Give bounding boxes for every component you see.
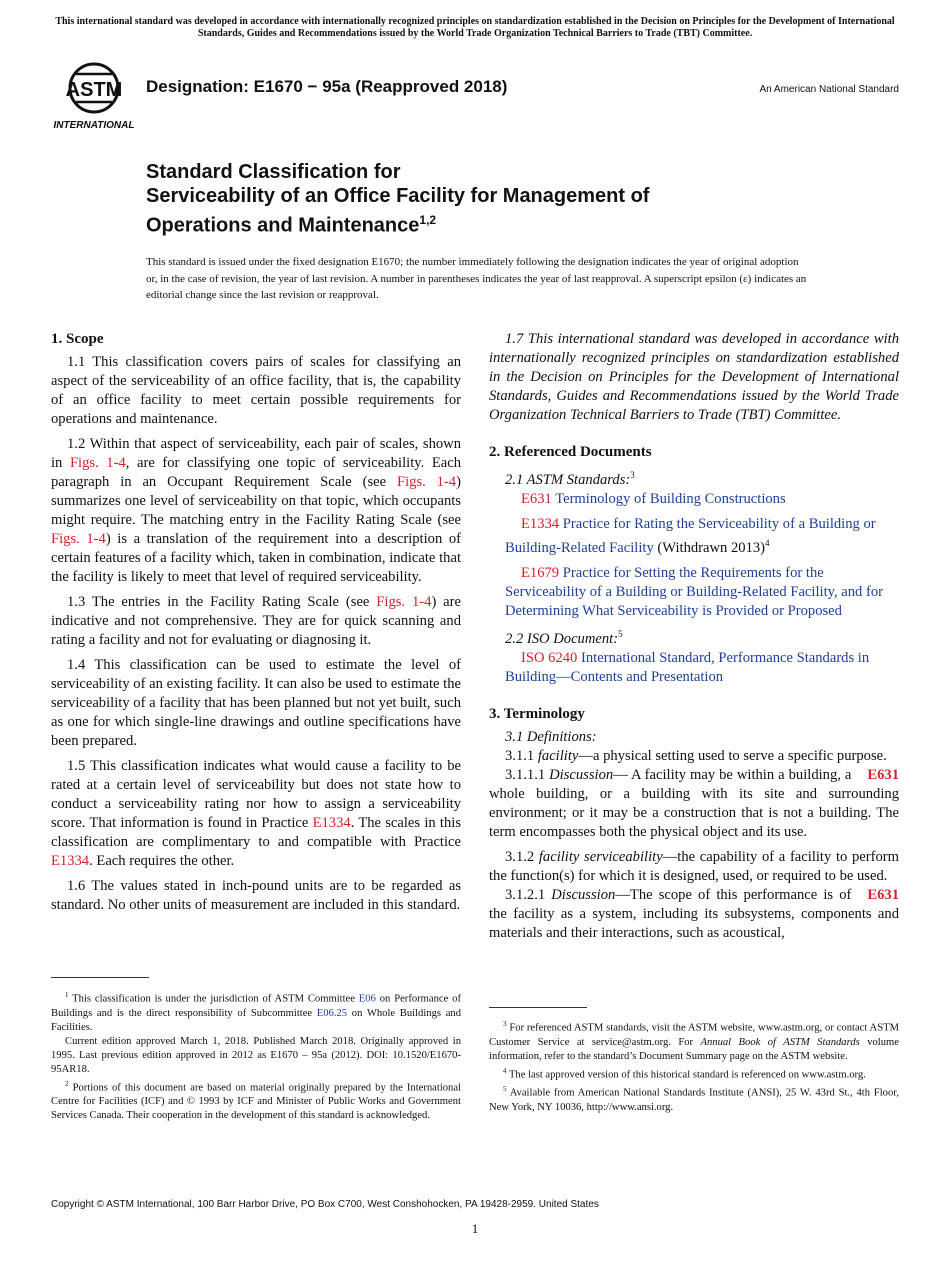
- footnote-rule-right: [489, 1007, 587, 1008]
- astm-logo: [52, 56, 136, 132]
- top-notice: This international standard was developed in accordance with internationally recognized principles on standardization established in the Decision on Principles for the Development of International Standards, Guides and Recommendations issued by the World Trade Organization Technical Barriers to Trade (TBT) Committee.: [55, 16, 895, 39]
- section-1-heading: 1. Scope: [51, 331, 104, 347]
- issued-note: This standard is issued under the fixed designation E1670; the number immediately following the designation indicates the year of original adoption or, in the case of revision, the year of last revision. A number in parentheses indicates the year of last reapproval. A superscript epsilon (ε) indicates an editorial change since the last revision or reapproval.: [146, 256, 807, 301]
- e06-link[interactable]: E06: [358, 993, 376, 1005]
- figs-link[interactable]: Figs. 1-4: [69, 455, 126, 471]
- e1334-link[interactable]: E1334: [312, 815, 351, 831]
- copyright-footer: Copyright © ASTM International, 100 Barr Harbor Drive, PO Box C700, West Conshohocken, PA 19428-2959. United States: [51, 1199, 599, 1210]
- title-footnote-ref[interactable]: 1,2: [419, 213, 437, 227]
- e0625-link[interactable]: E06.25: [316, 1007, 348, 1019]
- para-1-2: 1.2 Within that aspect of serviceability, each pair of scales, shown in Figs. 1-4, are for classifying one topic of serviceability. Each paragraph in an Occupant Requirement Scale (see Figs. 1-4) summarizes one level of serviceability on that topic, which occupants might require. The matching entry in the Facility Rating Scale (see Figs. 1-4) is a translation of the requirement into a description of certain features of a facility which, taken in combination, indicate that the facility is likely to meet that level of required serviceability.: [51, 436, 461, 585]
- footnote-rule-left: [51, 977, 149, 978]
- ref-e631[interactable]: E631 Terminology of Building Constructions: [521, 490, 786, 507]
- logo-letters: ASTM: [65, 79, 123, 101]
- right-column: [489, 330, 899, 949]
- para-1-6: 1.6 The values stated in inch-pound units are to be regarded as standard. No other units of measurement are included in this standard.: [51, 878, 461, 913]
- e1334-link[interactable]: E1334: [51, 853, 90, 869]
- definitions-label: 3.1 Definitions:: [505, 728, 597, 745]
- footnotes-left: [51, 988, 461, 1123]
- figs-link[interactable]: Figs. 1-4: [376, 594, 432, 610]
- footnote-2: $^2$ Portions of this document are based on material originally prepared by the International Centre for Facilities (ICF) and © 1993 by ICF and Minister of Public Works and Government Services Canada. Their cooperation in the development of this standard is acknowledged.: [51, 1079, 461, 1122]
- footnote-4: $^4$ The last approved version of this historical standard is referenced on www.astm.org.: [503, 1066, 866, 1081]
- para-1-7: 1.7 This international standard was developed in accordance with internationally recognized principles on standardization established in the Decision on Principles for the Development of International Standards, Guides and Recommendations issued by the World Trade Organization Technical Barriers to Trade (TBT) Committee.: [489, 331, 899, 423]
- ref-e1334[interactable]: E1334 Practice for Rating the Serviceability of a Building or Building-Related Facility (Withdrawn 2013)$^4$: [505, 515, 876, 556]
- section-2-heading: 2. Referenced Documents: [489, 444, 652, 460]
- def-facility-serviceability: 3.1.2 facility serviceability—the capability of a facility to perform the function(s) for which it is designed, used, or required to be used. E631: [489, 848, 899, 903]
- para-1-1: 1.1 This classification covers pairs of scales for classifying an aspect of the serviceability of an office facility, that is, the capability of an office facility to meet certain possible requirements for operations and maintenance.: [51, 354, 461, 427]
- footnotes-right: [489, 1017, 899, 1115]
- footnote-1-edition: Current edition approved March 1, 2018. Published March 2018. Originally approved in 1995. Last previous edition approved in 2012 as E1670 – 95a (2012). DOI: 10.1520/E1670-95AR18.: [51, 1035, 461, 1075]
- astm-standards-label: 2.1 ASTM Standards:$^3$: [505, 470, 635, 488]
- e631-source[interactable]: E631: [867, 766, 899, 783]
- iso-document-label: 2.2 ISO Document:$^5$: [505, 628, 623, 647]
- footnote-1: $^1$ This classification is under the jurisdiction of ASTM Committee E06 on Performance of Buildings and is the direct responsibility of Subcommittee E06.25 on Whole Buildings and Facilities.: [51, 991, 461, 1033]
- figs-link[interactable]: Figs. 1-4: [51, 531, 106, 547]
- def-facility: 3.1.1 facility—a physical setting used to serve a specific purpose. E631: [505, 747, 899, 783]
- e631-source[interactable]: E631: [867, 886, 899, 903]
- def-facility-discussion: 3.1.1.1 Discussion— A facility may be within a building, a whole building, or a building with its site and surrounding environment; or it may be a construction that is not a building. The term encompasses both the physical object and its use.: [489, 766, 899, 840]
- para-1-3: 1.3 The entries in the Facility Rating Scale (see Figs. 1-4) are indicative and not comprehensive. They are for quick scanning and rating a facility and not for evaluating or diagnosing it.: [51, 594, 461, 648]
- para-1-4: 1.4 This classification can be used to estimate the level of serviceability of an existing facility. It can also be used to estimate the serviceability of a facility that has been planned but not yet built, such as one for which single-line drawings and outline specifications have been prepared.: [51, 657, 461, 749]
- title-line-1: Standard Classification for: [146, 161, 401, 183]
- designation: Designation: E1670 − 95a (Reapproved 2018): [146, 77, 508, 96]
- section-3-heading: 3. Terminology: [489, 705, 585, 722]
- footnote-5: $^5$ Available from American National Standards Institute (ANSI), 25 W. 43rd St., 4th Floor, New York, NY 10036, http://www.ansi.org.: [489, 1085, 899, 1113]
- title-line-2: Serviceability of an Office Facility for Management of: [146, 185, 650, 207]
- left-column: [51, 330, 461, 921]
- logo-word: INTERNATIONAL: [53, 120, 135, 131]
- title-line-3: Operations and Maintenance$^{1,2}$: [146, 213, 437, 237]
- def-serviceability-discussion: 3.1.2.1 Discussion—The scope of this performance is of the facility as a system, including its subsystems, components and materials and their interactions, such as acoustical,: [489, 886, 899, 941]
- para-1-5: 1.5 This classification indicates what would cause a facility to be rated at a certain level of serviceability but does not state how to conduct a serviceability rating nor how to assign a serviceability score. That information is found in Practice E1334. The scales in this classification are complimentary to and compatible with Practice E1334. Each requires the other.: [51, 758, 461, 869]
- ref-e1679[interactable]: E1679 Practice for Setting the Requirements for the Serviceability of a Building or Building-Related Facility, and for Determining What Serviceability is Provided or Proposed: [505, 564, 884, 619]
- figs-link[interactable]: Figs. 1-4: [396, 474, 457, 490]
- document-title: [146, 160, 866, 238]
- ref-iso-6240[interactable]: ISO 6240 International Standard, Performance Standards in Building—Contents and Presentation: [505, 649, 870, 685]
- footnote-3: $^3$ For referenced ASTM standards, visit the ASTM website, www.astm.org, or contact ASTM Customer Service at service@astm.org. For Annual Book of ASTM Standards volume information, refer to the standard’s Document Summary page on the ASTM website.: [489, 1020, 899, 1062]
- page-number: 1: [471, 1221, 479, 1236]
- american-national-standard: An American National Standard: [759, 84, 899, 95]
